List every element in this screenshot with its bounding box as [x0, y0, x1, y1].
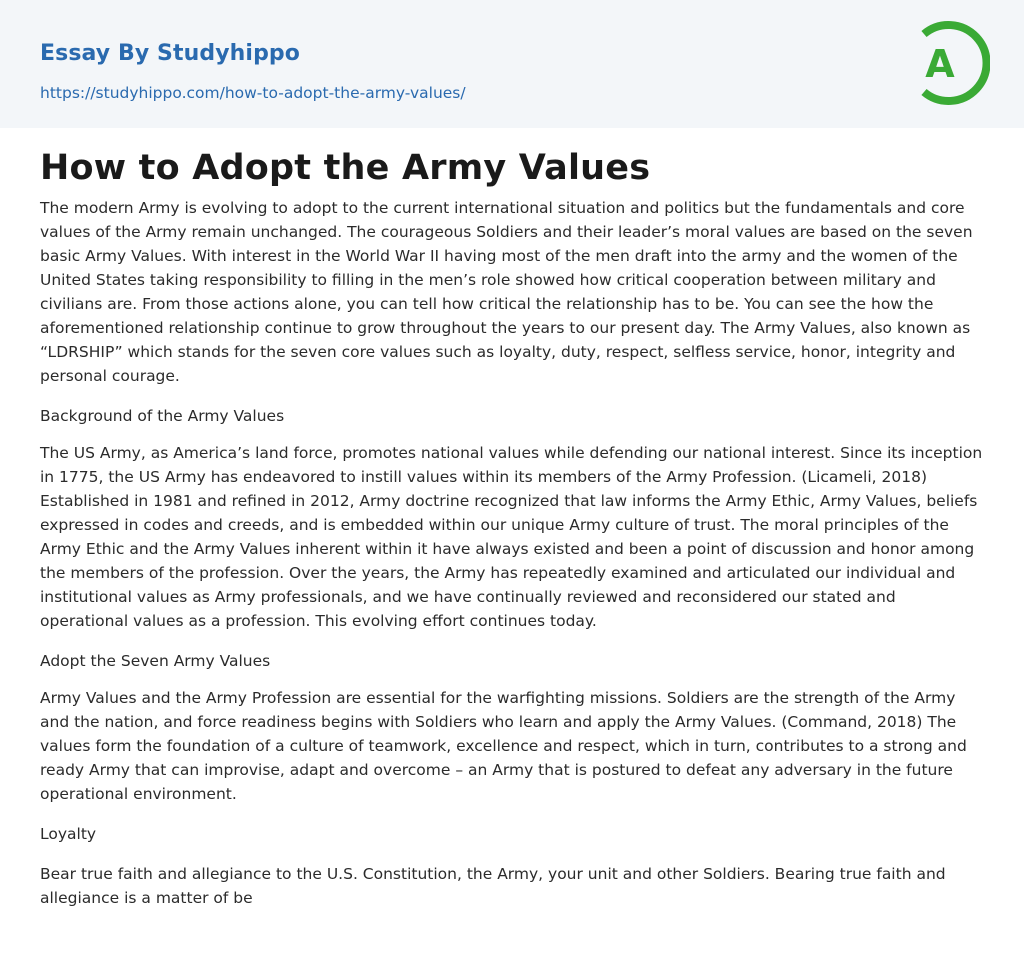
article-body [40, 142, 985, 910]
section-heading-adopt: Adopt the Seven Army Values [40, 652, 271, 670]
section-paragraph-adopt: Army Values and the Army Profession are essential for the warfighting missions. Soldiers are the strength of the Army and the nation, and force readiness begins with Soldiers who learn and apply the Army Values. (Command, 2018) The values form the foundation of a culture of teamwork, excellence and respect, which in turn, contributes to a strong and ready Army that can improvise, adapt and overcome – an Army that is postured to defeat any adversary in the future operational environment. [40, 689, 967, 803]
page-title: How to Adopt the Army Values [40, 148, 651, 188]
studyhippo-logo-icon[interactable] [910, 18, 990, 108]
section-heading-background: Background of the Army Values [40, 407, 285, 425]
page-url-link[interactable]: https://studyhippo.com/how-to-adopt-the-army-values/ [40, 84, 466, 102]
brand-title[interactable]: Essay By Studyhippo [40, 41, 300, 66]
logo-letter: A [925, 42, 955, 86]
section-paragraph-background: The US Army, as America’s land force, promotes national values while defending our national interest. Since its inception in 1775, the US Army has endeavored to instill values within its members of the Army Profession. (Licameli, 2018) Established in 1981 and refined in 2012, Army doctrine recognized that law informs the Army Ethic, Army Values, beliefs expressed in codes and creeds, and is embedded within our unique Army culture of trust. The moral principles of the Army Ethic and the Army Values inherent within it have always existed and been a point of discussion and honor among the members of the profession. Over the years, the Army has repeatedly examined and articulated our individual and institutional values as Army professionals, and we have continually reviewed and reconsidered our stated and operational values as a profession. This evolving effort continues today. [40, 444, 983, 630]
section-paragraph-loyalty: Bear true faith and allegiance to the U.S. Constitution, the Army, your unit and other Soldiers. Bearing true faith and allegiance is a matter of be [40, 865, 946, 907]
intro-paragraph: The modern Army is evolving to adopt to the current international situation and politics but the fundamentals and core values of the Army remain unchanged. The courageous Soldiers and their leader’s moral values are based on the seven basic Army Values. With interest in the World War II having most of the men draft into the army and the women of the United States taking responsibility to filling in the men’s role showed how critical cooperation between military and civilians are. From those actions alone, you can tell how critical the relationship has to be. You can see the how the aforementioned relationship continue to grow throughout the years to our present day. The Army Values, also known as “LDRSHIP” which stands for the seven core values such as loyalty, duty, respect, selfless service, honor, integrity and personal courage. [40, 199, 973, 385]
section-heading-loyalty: Loyalty [40, 825, 97, 843]
site-header [0, 0, 1024, 128]
